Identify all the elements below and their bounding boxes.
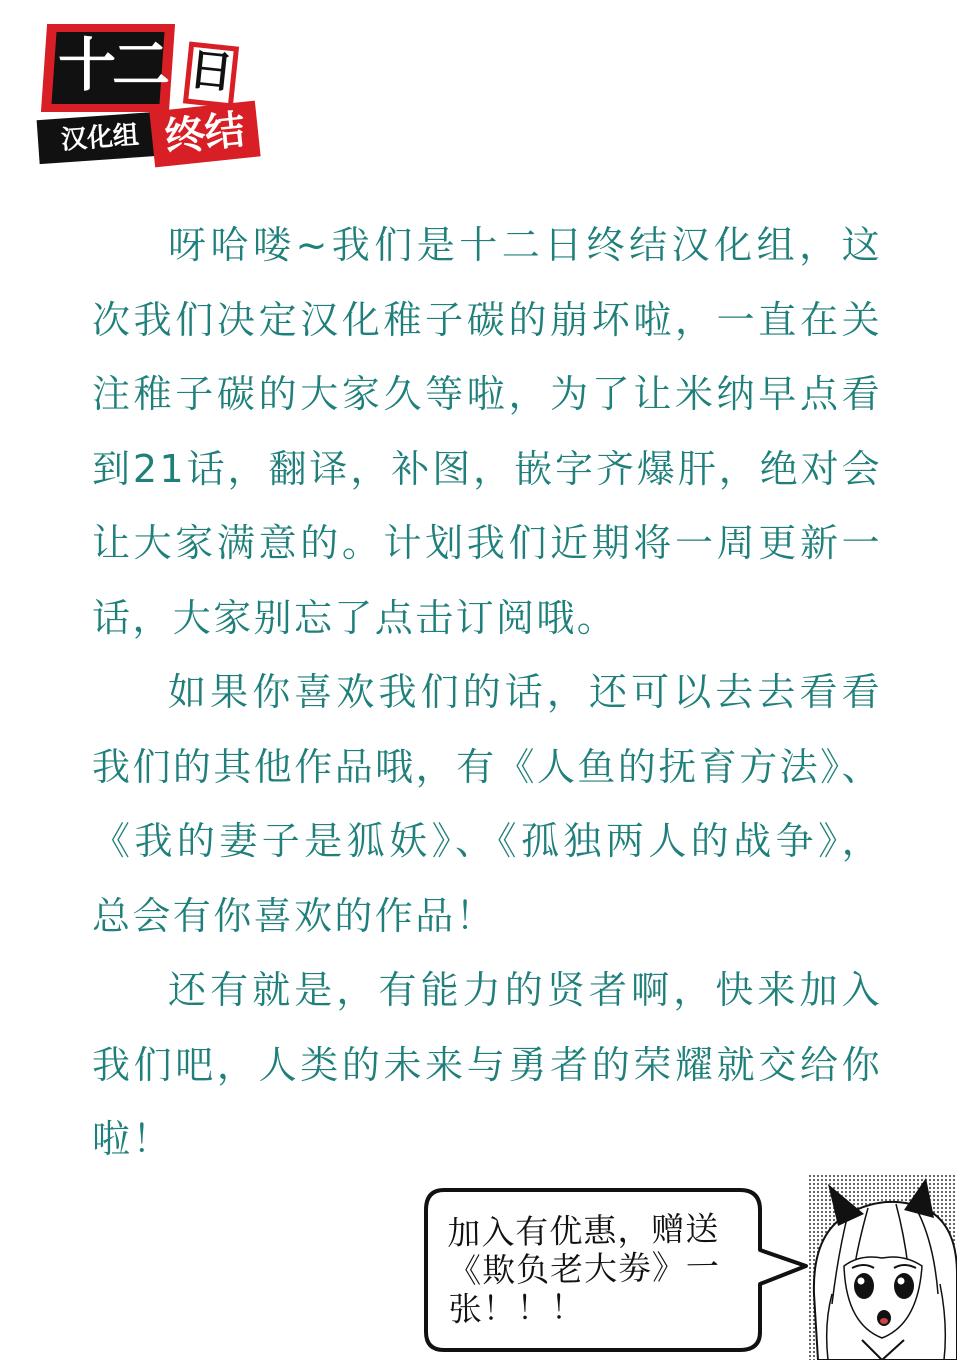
group-logo bbox=[38, 20, 268, 170]
speech-bubble bbox=[422, 1186, 814, 1354]
logo-text-top: 十二 bbox=[58, 31, 167, 99]
speech-bubble-text: 加入有优惠，赠送《欺负老大劵》一张！！！ bbox=[447, 1208, 721, 1329]
paragraph-intro: 呀哈喽~我们是十二日终结汉化组，这次我们决定汉化稚子碳的崩坏啦，一直在关注稚子碳的大家久等啦，为了让米纳早点看到21话，翻译，补图，嵌字齐爆肝，绝对会让大家满意的。计划我们近期将一周更新一话，大家别忘了点击订阅哦。 bbox=[92, 223, 882, 640]
logo-text-ri: 日 bbox=[186, 43, 236, 100]
mascot-illustration bbox=[808, 1174, 957, 1360]
logo-text-end: 终结 bbox=[162, 106, 248, 162]
paragraph-recruit: 还有就是，有能力的贤者啊，快来加入我们吧，人类的未来与勇者的荣耀就交给你啦！ bbox=[92, 968, 882, 1161]
logo-text-group: 汉化组 bbox=[60, 120, 140, 156]
announcement-text bbox=[92, 208, 882, 1177]
paragraph-other-works: 如果你喜欢我们的话，还可以去去看看我们的其他作品哦，有《人鱼的抚育方法》、《我的妻子是狐妖》、《孤独两人的战争》，总会有你喜欢的作品！ bbox=[92, 670, 882, 938]
